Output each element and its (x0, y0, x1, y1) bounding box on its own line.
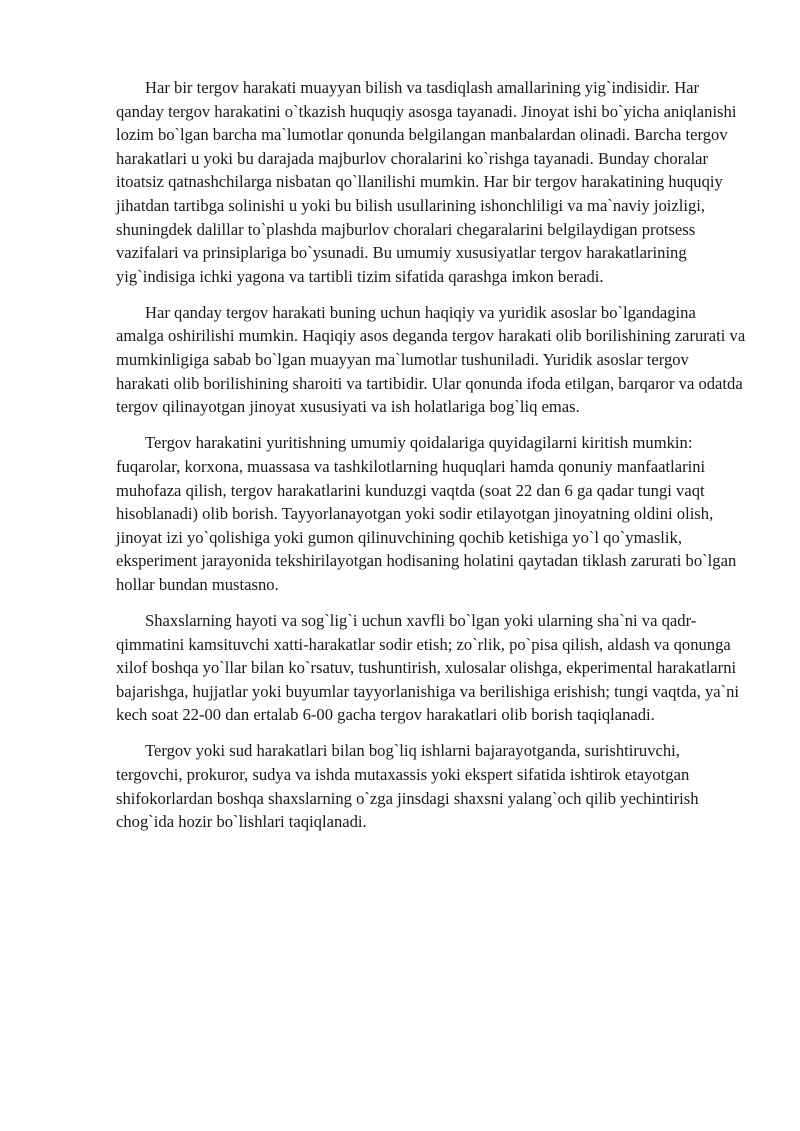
document-body (116, 76, 746, 846)
paragraph-2: Har qanday tergov harakati buning uchun haqiqiy va yuridik asoslar bo`lgandagina amalga oshirilishi mumkin. Haqiqiy asos deganda tergov harakati olib borilishining zarurati va mumkinligiga sabab bo`lgan muayyan ma`lumotlar tushuniladi. Yuridik asoslar tergov harakati olib borilishining sharoiti va tartibidir. Ular qonunda ifoda etilgan, barqaror va odatda tergov qilinayotgan jinoyat xususiyati va ish holatlariga bog`liq emas. (116, 302, 746, 417)
paragraph-3: Tergov harakatini yuritishning umumiy qoidalariga quyidagilarni kiritish mumkin: fuqarolar, korxona, muassasa va tashkilotlarning huquqlari hamda qonuniy manfaatlarini muhofaza qilish, tergov harakatlarini kunduzgi vaqtda (soat 22 dan 6 ga qadar tungi vaqt hisoblanadi) olib borish. Tayyorlanayotgan yoki sodir etilayotgan jinoyatning oldini olish, jinoyat izi yo`qolishiga yoki gumon qilinuvchining qochib ketishiga yo`l qo`ymaslik, eksperiment jarayonida tekshirilayotgan hodisaning holatini qaytadan tiklash zarurati bo`lgan hollar bundan mustasno. (116, 433, 737, 594)
paragraph-5: Tergov yoki sud harakatlari bilan bog`liq ishlarni bajarayotganda, surishtiruvchi, tergovchi, prokuror, sudya va ishda mutaxassis yoki ekspert sifatida ishtirok etayotgan shifokorlardan boshqa shaxslarning o`zga jinsdagi shaxsni yalang`och qilib yechintirish chog`ida hozir bo`lishlari taqiqlanadi. (116, 741, 699, 832)
paragraph-4: Shaxslarning hayoti va sog`lig`i uchun xavfli bo`lgan yoki ularning sha`ni va qadr-qimmatini kamsituvchi xatti-harakatlar sodir etish; zo`rlik, po`pisa qilish, aldash va qonunga xilof boshqa yo`llar bilan ko`rsatuv, tushuntirish, xulosalar olishga, ekperimental harakatlarni bajarishga, hujjatlar yoki buyumlar tayyorlanishiga va berilishiga erishish; tungi vaqtda, ya`ni kech soat 22-00 dan ertalab 6-00 gacha tergov harakatlari olib borish taqiqlanadi. (116, 610, 740, 725)
paragraph-1: Har bir tergov harakati muayyan bilish va tasdiqlash amallarining yig`indisidir. Har qanday tergov harakatini o`tkazish huquqiy asosga tayanadi. Jinoyat ishi bo`yicha aniqlanishi lozim bo`lgan barcha ma`lumotlar qonunda belgilangan manbalardan olinadi. Barcha tergov harakatlari u yoki bu darajada majburlov choralarini ko`rishga tayanadi. Bunday choralar itoatsiz qatnashchilarga nisbatan qo`llanilishi mumkin. Har bir tergov harakatining huquqiy jihatdan tartibga solinishi u yoki bu bilish usullarining ishonchliligi va ma`naviy joizligi, shuningdek dalillar to`plashda majburlov choralari chegaralarini belgilaydigan protsess vazifalari va prinsiplariga bo`ysunadi. Bu umumiy xususiyatlar tergov harakatlarining yig`indisiga ichki yagona va tartibli tizim sifatida qarashga imkon beradi. (116, 78, 737, 286)
